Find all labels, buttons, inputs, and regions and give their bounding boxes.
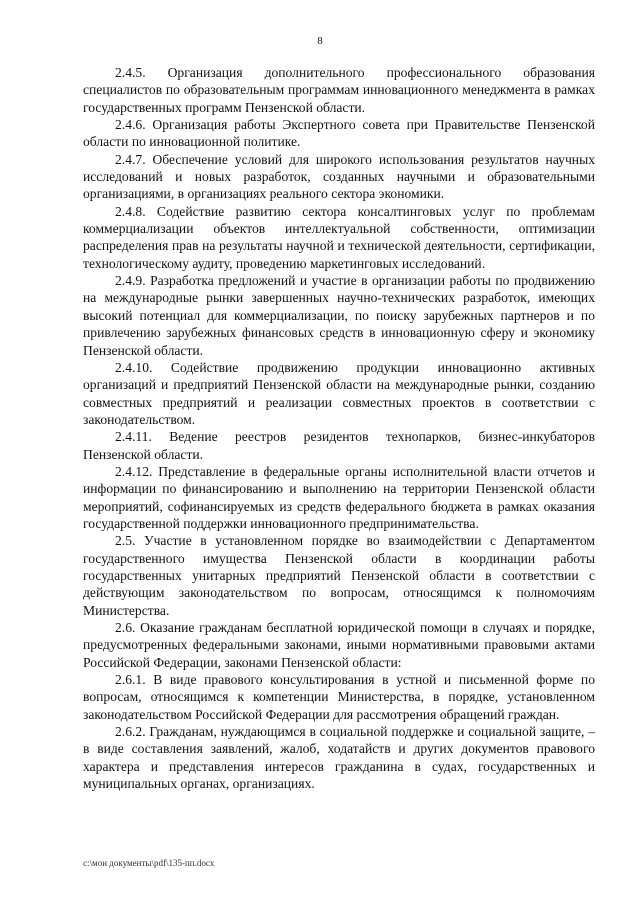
paragraph-2-5: 2.5. Участие в установленном порядке во взаимодействии с Департаментом государственного имущества Пензенской области в координации работы государственных унитарных предприятий Пензенской области в соответствии с действующим законодательством по вопросам, относящимся к полномочиям Министерства. [83,533,595,618]
paragraph-2-4-11: 2.4.11. Ведение реестров резидентов технопарков, бизнес-инкубаторов Пензенской области. [83,429,595,462]
document-body [83,64,595,792]
paragraph-2-4-6: 2.4.6. Организация работы Экспертного совета при Правительстве Пензенской области по инновационной политике. [83,117,595,150]
paragraph-2-4-5: 2.4.5. Организация дополнительного профессионального образования специалистов по образовательным программам инновационного менеджмента в рамках государственных программ Пензенской области. [83,65,595,115]
paragraph-2-6-1: 2.6.1. В виде правового консультирования в устной и письменной форме по вопросам, относящимся к компетенции Министерства, в порядке, установленном законодательством Российской Федерации для рассмотрения обращений граждан. [83,672,595,722]
paragraph-2-4-7: 2.4.7. Обеспечение условий для широкого использования результатов научных исследований и новых разработок, созданных научными и образовательными организациями, в организациях реального сектора экономики. [83,151,595,202]
paragraph-2-4-12: 2.4.12. Представление в федеральные органы исполнительной власти отчетов и информации по финансированию и выполнению на территории Пензенской области мероприятий, софинансируемых из средств федерального бюджета в рамках оказания государственной поддержки инновационного предпринимательства. [83,463,595,531]
paragraph-2-6: 2.6. Оказание гражданам бесплатной юридической помощи в случаях и порядке, предусмотренных федеральными законами, иными нормативными правовыми актами Российской Федерации, законами Пензенской области: [83,620,595,670]
page-number: 8 [317,35,323,47]
paragraph-2-4-10: 2.4.10. Содействие продвижению продукции инновационно активных организаций и предприятий Пензенской области на международные рынки, созданию совместных предприятий и реализации совместных проектов в соответствии с законодательством. [83,359,595,427]
paragraph-2-4-9: 2.4.9. Разработка предложений и участие в организации работы по продвижению на международные рынки завершенных научно-технических разработок, имеющих высокий потенциал для коммерциализации, по поиску зарубежных партнеров и по привлечению зарубежных финансовых средств в инновационную сферу и экономику Пензенской области. [83,273,595,358]
footer-file-path: c:\мои документы\pdf\135-пп.docx [83,858,215,868]
paragraph-2-4-8: 2.4.8. Содействие развитию сектора консалтинговых услуг по проблемам коммерциализации объектов интеллектуальной собственности, оптимизации распределения прав на результаты научной и технической деятельности, сертификации, технологическому аудиту, проведению маркетинговых исследований. [83,203,595,271]
paragraph-2-6-2: 2.6.2. Гражданам, нуждающимся в социальной поддержке и социальной защите, – в виде составления заявлений, жалоб, ходатайств и других документов правового характера и представления интересов гражданина в судах, государственных и муниципальных органах, организациях. [83,724,595,792]
